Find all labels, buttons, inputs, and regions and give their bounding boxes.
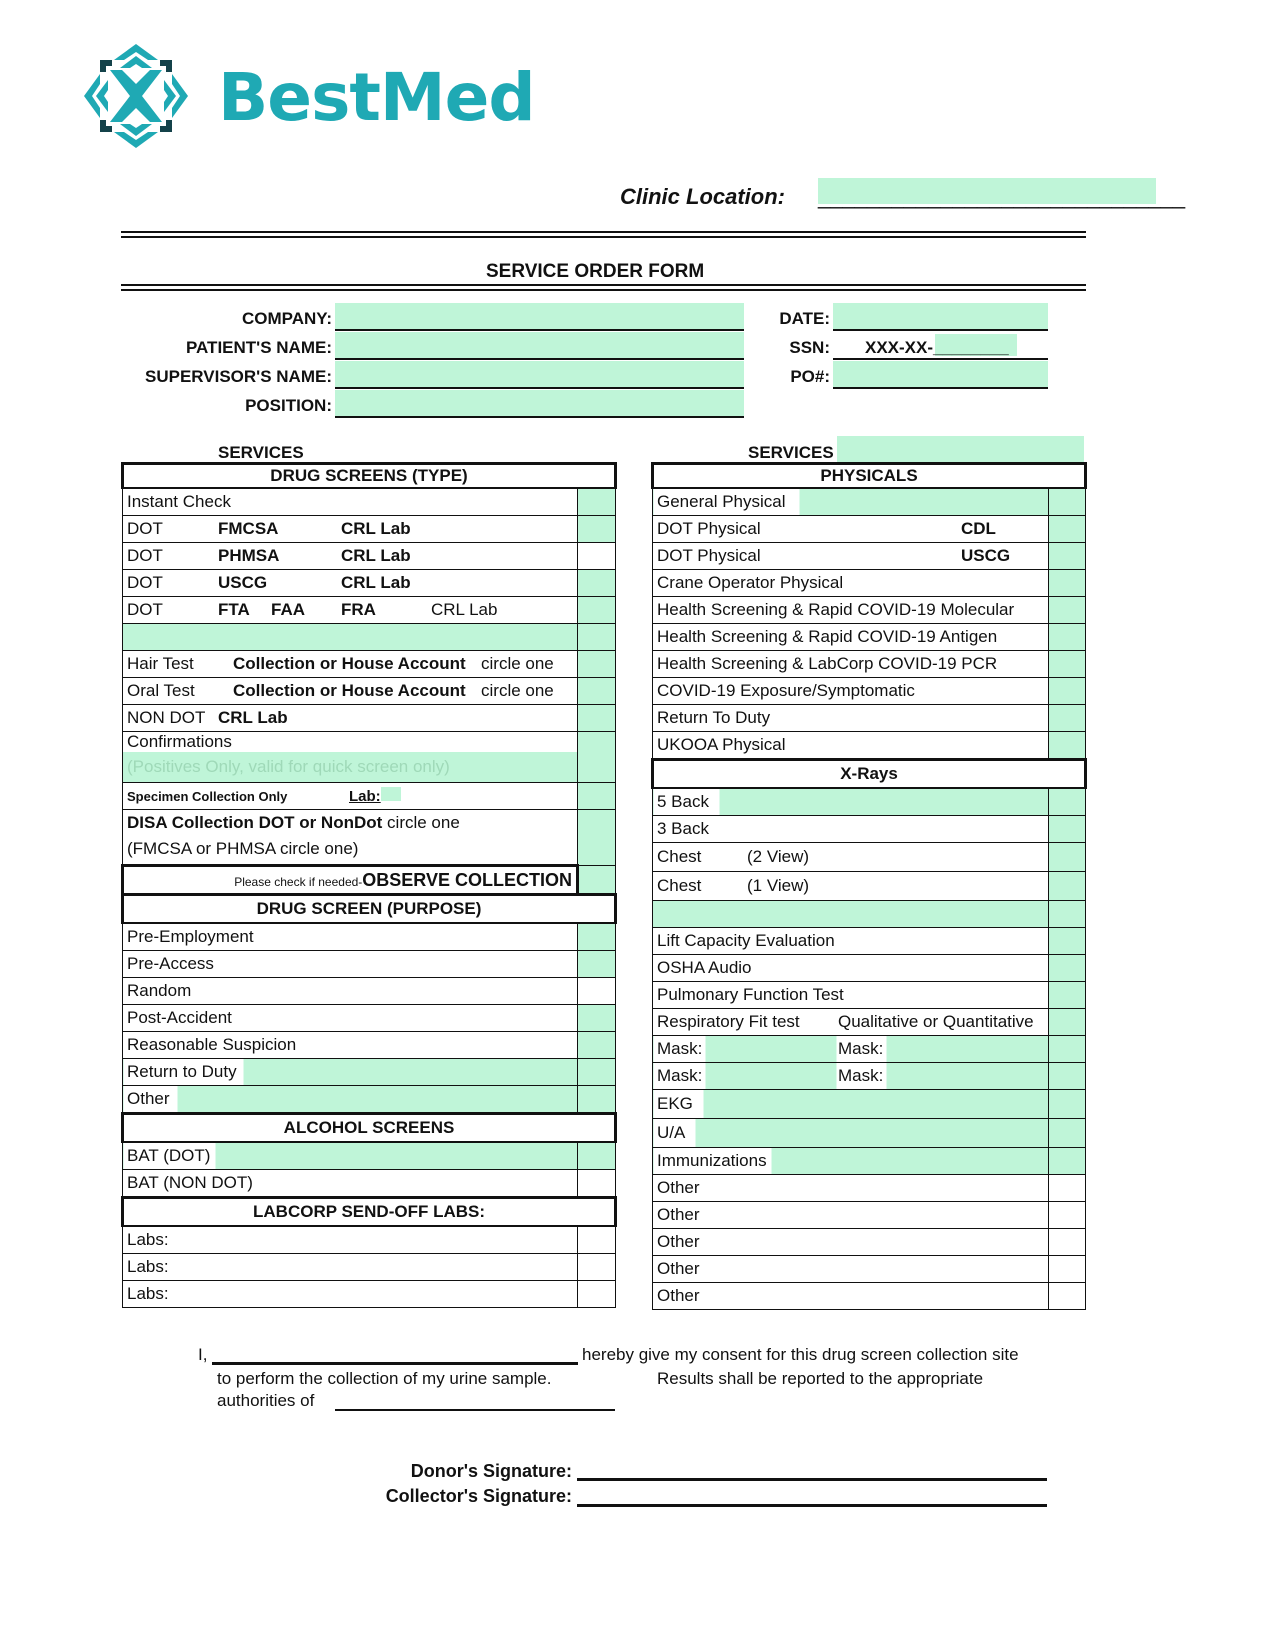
- specimen-box[interactable]: [578, 783, 616, 810]
- services-label-right: SERVICES: [748, 443, 834, 462]
- labs-row-2-box[interactable]: [578, 1254, 616, 1281]
- patient-name-field[interactable]: [335, 332, 744, 358]
- observe-row: Please check if needed-OBSERVE COLLECTION: [123, 866, 578, 895]
- physical-crane: Crane Operator Physical: [653, 570, 1049, 597]
- xray-header: X-Rays: [653, 760, 1086, 789]
- lift-capacity: Lift Capacity Evaluation: [653, 928, 1049, 955]
- ssn-label: SSN:: [789, 338, 830, 357]
- blank-fill-box[interactable]: [578, 624, 616, 651]
- other-row-2-box[interactable]: [1049, 1202, 1086, 1229]
- position-label: POSITION:: [245, 396, 332, 415]
- services-label-left: SERVICES: [218, 443, 304, 462]
- pulmonary-function-box[interactable]: [1049, 982, 1086, 1009]
- ekg-row: EKG: [653, 1090, 1049, 1119]
- osha-audio-box[interactable]: [1049, 955, 1086, 982]
- specimen-row: Specimen Collection Only Lab:: [123, 783, 578, 810]
- purpose-random: Random: [123, 978, 578, 1005]
- instant-check-box[interactable]: [578, 488, 616, 516]
- physical-covid-antigen: Health Screening & Rapid COVID-19 Antigen: [653, 624, 1049, 651]
- blank-fill-row[interactable]: [123, 624, 578, 651]
- po-label: PO#:: [790, 367, 830, 386]
- physical-covid-antigen-box[interactable]: [1049, 624, 1086, 651]
- ssn-value: XXX-XX-________: [865, 338, 1009, 357]
- labs-row-1-box[interactable]: [578, 1226, 616, 1254]
- xray-chest-2-box[interactable]: [1049, 843, 1086, 872]
- purpose-other-box[interactable]: [578, 1086, 616, 1114]
- donor-signature-label: Donor's Signature:: [410, 1461, 572, 1481]
- consent-line-1: hereby give my consent for this drug screen collection site: [582, 1345, 1019, 1364]
- general-physical-box[interactable]: [1049, 488, 1086, 516]
- consent-i: I,: [198, 1345, 208, 1364]
- other-row-3-box[interactable]: [1049, 1229, 1086, 1256]
- hair-test-row: Hair Test Collection or House Account circle one: [123, 651, 578, 678]
- disa-row: DISA Collection DOT or NonDot circle one (FMCSA or PHMSA circle one): [123, 810, 578, 866]
- other-row-3: Other: [653, 1229, 1049, 1256]
- mask-row-1: Mask: Mask:: [653, 1036, 1049, 1063]
- brand-name: BestMed: [218, 59, 535, 136]
- alcohol-header: ALCOHOL SCREENS: [123, 1114, 616, 1143]
- consent-line-2b: Results shall be reported to the appropriate: [657, 1369, 984, 1388]
- mask-row-2-box[interactable]: [1049, 1063, 1086, 1090]
- purpose-other: Other: [123, 1086, 578, 1114]
- purpose-pre-employment-box[interactable]: [578, 923, 616, 951]
- confirmations-box[interactable]: [578, 732, 616, 783]
- physical-covid-molecular: Health Screening & Rapid COVID-19 Molecular: [653, 597, 1049, 624]
- labs-row-1: Labs:: [123, 1226, 578, 1254]
- blank-right-fill[interactable]: [653, 901, 1049, 928]
- xray-chest-1-box[interactable]: [1049, 872, 1086, 901]
- other-row-4: Other: [653, 1256, 1049, 1283]
- physical-crane-box[interactable]: [1049, 570, 1086, 597]
- patient-name-label: PATIENT'S NAME:: [185, 338, 332, 357]
- general-physical: General Physical: [653, 488, 1049, 516]
- alcohol-bat-non-dot: BAT (NON DOT): [123, 1170, 578, 1198]
- consent-line-2a: to perform the collection of my urine sample.: [217, 1369, 552, 1388]
- instant-check-label: Instant Check: [123, 488, 578, 516]
- services-right-field[interactable]: [837, 436, 1084, 462]
- respiratory-fit: Respiratory Fit test Qualitative or Quantitative: [653, 1009, 1049, 1036]
- dot-physical-cdl-box[interactable]: [1049, 516, 1086, 543]
- purpose-random-box[interactable]: [578, 978, 616, 1005]
- purpose-header: DRUG SCREEN (PURPOSE): [123, 895, 616, 924]
- dot-physical-uscg: DOT Physical USCG: [653, 543, 1049, 570]
- xray-5-back: 5 Back: [653, 788, 1049, 816]
- other-row-4-box[interactable]: [1049, 1256, 1086, 1283]
- date-label: DATE:: [779, 309, 830, 328]
- oral-test-row: Oral Test Collection or House Account circle one: [123, 678, 578, 705]
- lift-capacity-box[interactable]: [1049, 928, 1086, 955]
- physical-covid-pcr: Health Screening & LabCorp COVID-19 PCR: [653, 651, 1049, 678]
- non-dot-row: NON DOT CRL Lab: [123, 705, 578, 732]
- dot-physical-cdl: DOT Physical CDL: [653, 516, 1049, 543]
- clinic-location-line: ______________________________: [818, 184, 1186, 209]
- ekg-box[interactable]: [1049, 1090, 1086, 1119]
- mask-row-1-box[interactable]: [1049, 1036, 1086, 1063]
- other-row-2: Other: [653, 1202, 1049, 1229]
- right-services-table: [651, 462, 1087, 1310]
- physical-covid-exposure-box[interactable]: [1049, 678, 1086, 705]
- labcorp-header: LABCORP SEND-OFF LABS:: [123, 1198, 616, 1227]
- dot-physical-uscg-box[interactable]: [1049, 543, 1086, 570]
- dot-uscg-box[interactable]: [578, 570, 616, 597]
- purpose-post-accident-box[interactable]: [578, 1005, 616, 1032]
- labs-row-2: Labs:: [123, 1254, 578, 1281]
- alcohol-bat-dot: BAT (DOT): [123, 1142, 578, 1170]
- xray-chest-1: Chest (1 View): [653, 872, 1049, 901]
- dot-phmsa-box[interactable]: [578, 543, 616, 570]
- purpose-pre-employment: Pre-Employment: [123, 923, 578, 951]
- hair-test-box[interactable]: [578, 651, 616, 678]
- non-dot-box[interactable]: [578, 705, 616, 732]
- collector-signature-label: Collector's Signature:: [385, 1486, 572, 1506]
- physical-covid-pcr-box[interactable]: [1049, 651, 1086, 678]
- company-label: COMPANY:: [241, 309, 332, 328]
- other-row-1: Other: [653, 1175, 1049, 1202]
- po-field[interactable]: [833, 361, 1048, 387]
- labs-row-3: Labs:: [123, 1281, 578, 1308]
- confirmations-label: Confirmations: [123, 732, 578, 753]
- physicals-header: PHYSICALS: [653, 464, 1086, 489]
- labs-row-3-box[interactable]: [578, 1281, 616, 1308]
- xray-5-back-box[interactable]: [1049, 788, 1086, 816]
- positives-note[interactable]: (Positives Only, valid for quick screen only): [123, 752, 578, 783]
- supervisor-name-field[interactable]: [335, 361, 744, 387]
- observe-box[interactable]: [578, 866, 616, 895]
- ua-row: U/A: [653, 1119, 1049, 1148]
- supervisor-name-label: SUPERVISOR'S NAME:: [145, 367, 332, 386]
- purpose-reasonable-suspicion-box[interactable]: [578, 1032, 616, 1059]
- alcohol-bat-dot-box[interactable]: [578, 1142, 616, 1170]
- authorities-line[interactable]: [335, 1409, 615, 1411]
- other-row-5-box[interactable]: [1049, 1283, 1086, 1310]
- xray-3-back: 3 Back: [653, 816, 1049, 843]
- physical-ukooa-box[interactable]: [1049, 732, 1086, 760]
- collector-signature-line[interactable]: [577, 1504, 1047, 1507]
- company-field[interactable]: [335, 303, 744, 329]
- immunizations-row: Immunizations: [653, 1148, 1049, 1175]
- disa-box[interactable]: [578, 810, 616, 866]
- ua-box[interactable]: [1049, 1119, 1086, 1148]
- physical-return-to-duty: Return To Duty: [653, 705, 1049, 732]
- purpose-pre-access-box[interactable]: [578, 951, 616, 978]
- consent-line-3: authorities of: [217, 1391, 315, 1410]
- position-field[interactable]: [335, 390, 744, 416]
- dot-phmsa-row: DOT PHMSA CRL Lab: [123, 543, 578, 570]
- immunizations-box[interactable]: [1049, 1148, 1086, 1175]
- alcohol-bat-non-dot-box[interactable]: [578, 1170, 616, 1198]
- dot-fmcsa-box[interactable]: [578, 516, 616, 543]
- physical-return-to-duty-box[interactable]: [1049, 705, 1086, 732]
- osha-audio: OSHA Audio: [653, 955, 1049, 982]
- xray-chest-2: Chest (2 View): [653, 843, 1049, 872]
- xray-3-back-box[interactable]: [1049, 816, 1086, 843]
- purpose-post-accident: Post-Accident: [123, 1005, 578, 1032]
- date-field[interactable]: [833, 303, 1048, 329]
- dot-fta-row: DOT FTA FAA FRA CRL Lab: [123, 597, 578, 624]
- oral-test-box[interactable]: [578, 678, 616, 705]
- purpose-return-to-duty-box[interactable]: [578, 1059, 616, 1086]
- bestmed-logo-icon: [80, 40, 192, 152]
- donor-signature-line[interactable]: [577, 1478, 1047, 1481]
- mask-row-2: Mask: Mask:: [653, 1063, 1049, 1090]
- dot-fta-box[interactable]: [578, 597, 616, 624]
- physical-covid-molecular-box[interactable]: [1049, 597, 1086, 624]
- physical-ukooa: UKOOA Physical: [653, 732, 1049, 760]
- clinic-location-label: Clinic Location:: [620, 184, 785, 209]
- other-row-1-box[interactable]: [1049, 1175, 1086, 1202]
- respiratory-fit-box[interactable]: [1049, 1009, 1086, 1036]
- consent-name-line[interactable]: [212, 1362, 578, 1365]
- purpose-pre-access: Pre-Access: [123, 951, 578, 978]
- other-row-5: Other: [653, 1283, 1049, 1310]
- pulmonary-function: Pulmonary Function Test: [653, 982, 1049, 1009]
- dot-fmcsa-row: DOT FMCSA CRL Lab: [123, 516, 578, 543]
- physical-covid-exposure: COVID-19 Exposure/Symptomatic: [653, 678, 1049, 705]
- purpose-return-to-duty: Return to Duty: [123, 1059, 578, 1086]
- purpose-reasonable-suspicion: Reasonable Suspicion: [123, 1032, 578, 1059]
- form-title: SERVICE ORDER FORM: [486, 261, 705, 282]
- left-services-table: [121, 462, 617, 1308]
- dot-uscg-row: DOT USCG CRL Lab: [123, 570, 578, 597]
- blank-right-box[interactable]: [1049, 901, 1086, 928]
- drug-type-header: DRUG SCREENS (TYPE): [123, 464, 616, 489]
